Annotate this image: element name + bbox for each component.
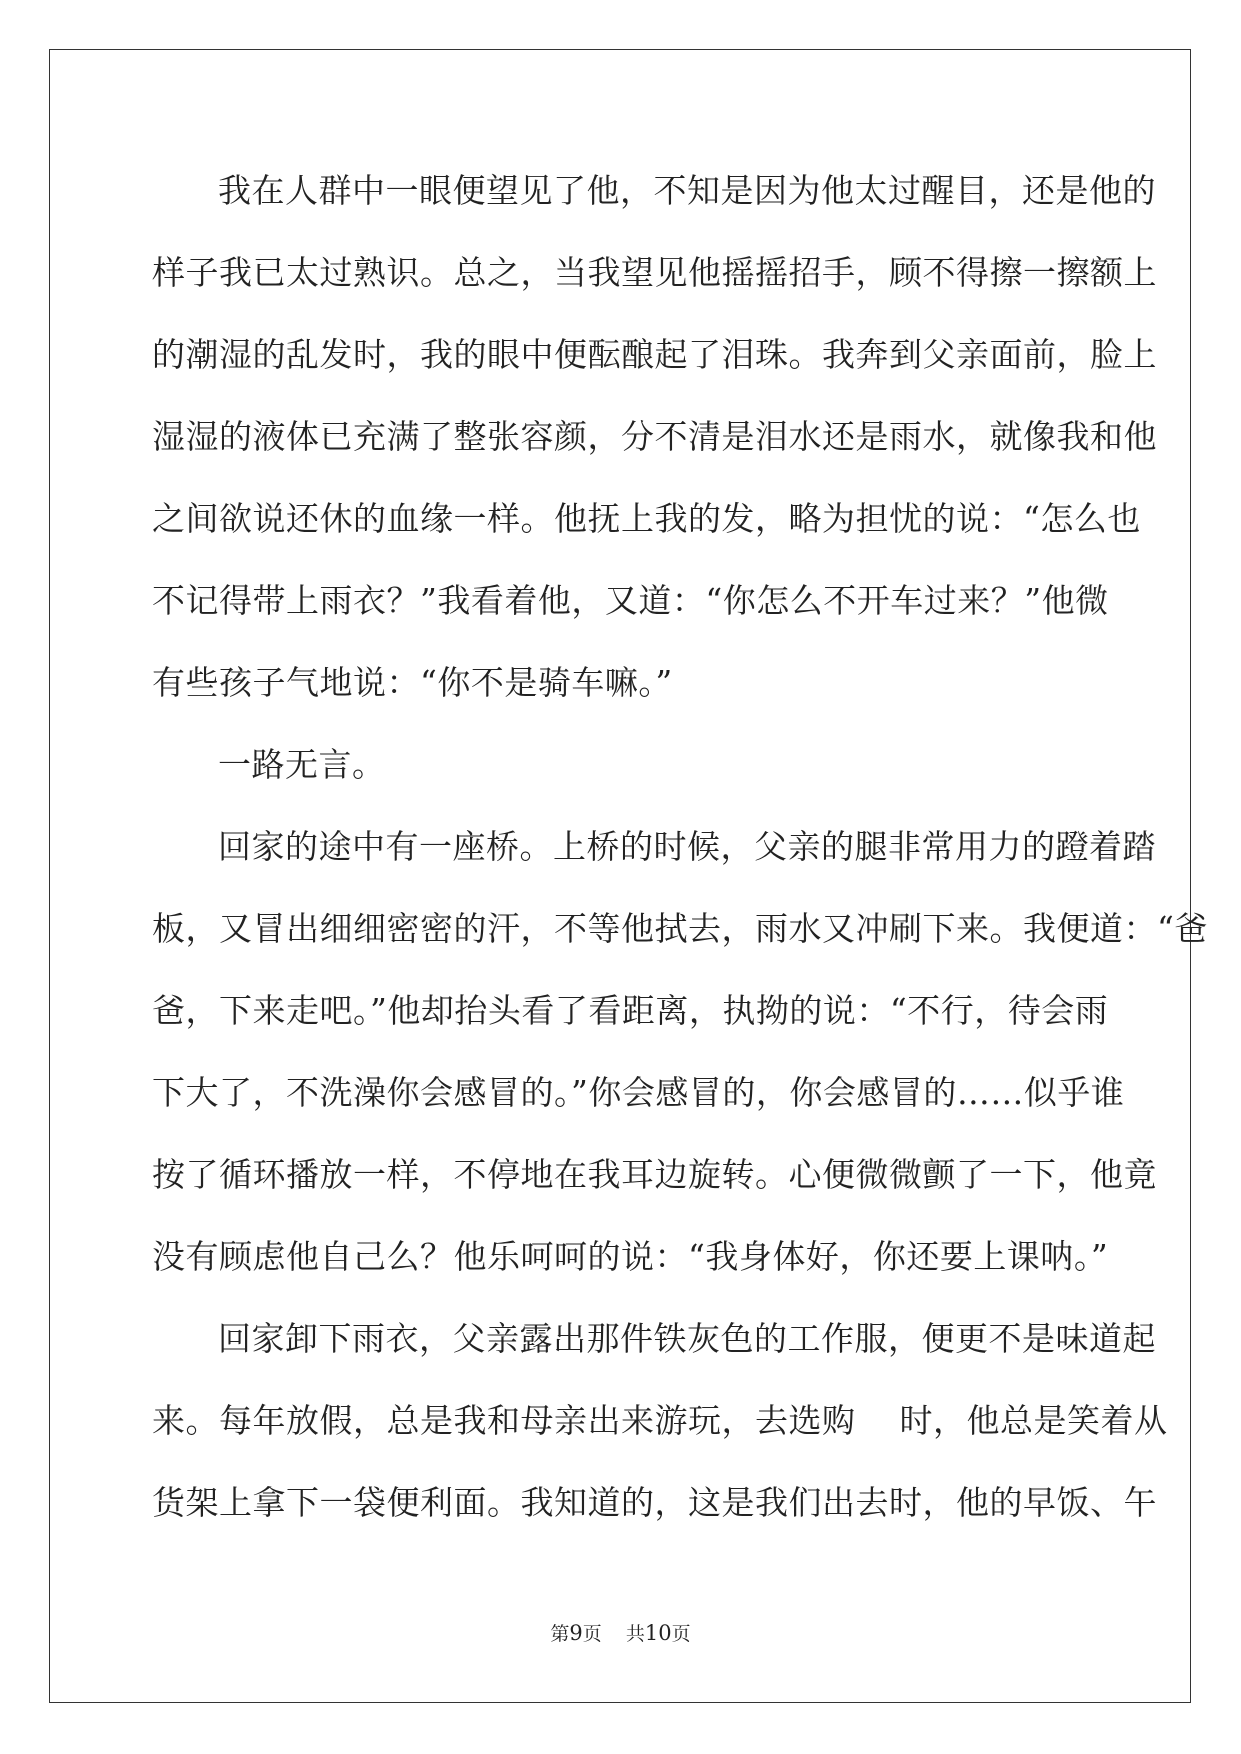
text-line: 样子我已太过熟识。总之，当我望见他摇摇招手，顾不得擦一擦额上 xyxy=(152,253,1157,292)
page-suffix: 页 xyxy=(671,1623,691,1645)
text-line: 的潮湿的乱发时，我的眼中便酝酿起了泪珠。我奔到父亲面前，脸上 xyxy=(152,335,1157,374)
text-line: 下大了，不洗澡你会感冒的。”你会感冒的，你会感冒的……似乎谁 xyxy=(152,1073,1125,1112)
text-line: 回家卸下雨衣，父亲露出那件铁灰色的工作服，便更不是味道起 xyxy=(218,1319,1156,1358)
text-line: 一路无言。 xyxy=(218,745,386,784)
text-line: 没有顾虑他自己么？他乐呵呵的说：“我身体好，你还要上课呐。” xyxy=(152,1237,1109,1276)
current-page-number: 9 xyxy=(569,1621,583,1645)
text-line: 按了循环播放一样，不停地在我耳边旋转。心便微微颤了一下，他竟 xyxy=(152,1155,1157,1194)
text-line: 湿湿的液体已充满了整张容颜，分不清是泪水还是雨水，就像我和他 xyxy=(152,417,1157,456)
total-page-number: 10 xyxy=(644,1621,672,1645)
document-body xyxy=(152,163,1208,1557)
page-prefix: 第 xyxy=(550,1623,570,1645)
page-separator: 页 共 xyxy=(582,1623,645,1645)
text-line: 来。每年放假，总是我和母亲出来游玩，去选购 时，他总是笑着从 xyxy=(152,1401,1168,1440)
text-line: 货架上拿下一袋便利面。我知道的，这是我们出去时，他的早饭、午 xyxy=(152,1483,1157,1522)
text-line: 爸，下来走吧。”他却抬头看了看距离，执拗的说：“不行，待会雨 xyxy=(152,991,1109,1030)
text-line: 板，又冒出细细密密的汗，不等他拭去，雨水又冲刷下来。我便道：“爸 xyxy=(152,909,1208,948)
text-line: 有些孩子气地说：“你不是骑车嘛。” xyxy=(152,663,673,702)
text-line: 我在人群中一眼便望见了他，不知是因为他太过醒目，还是他的 xyxy=(218,171,1156,210)
page-number-footer xyxy=(0,1619,1241,1646)
text-line: 回家的途中有一座桥。上桥的时候，父亲的腿非常用力的蹬着踏 xyxy=(218,827,1156,866)
text-line: 之间欲说还休的血缘一样。他抚上我的发，略为担忧的说：“怎么也 xyxy=(152,499,1141,538)
text-line: 不记得带上雨衣？”我看着他，又道：“你怎么不开车过来？”他微 xyxy=(152,581,1109,620)
